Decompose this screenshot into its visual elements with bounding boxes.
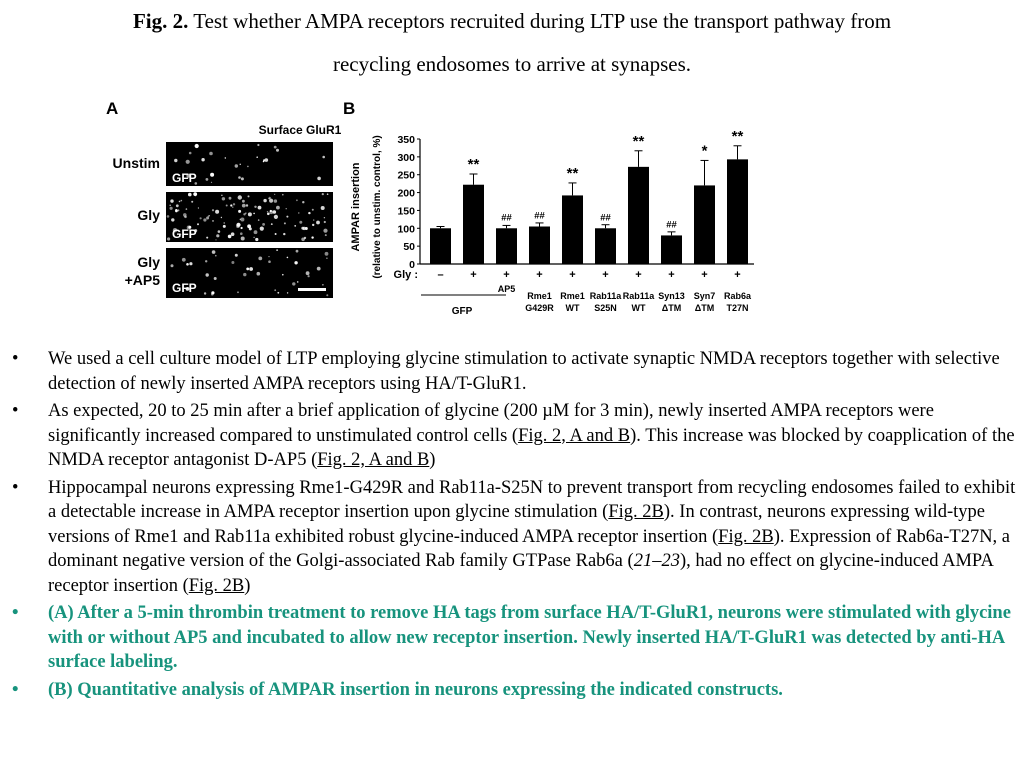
gly-sign: + [569, 269, 576, 281]
punctum [257, 144, 259, 146]
significance-mark: ** [731, 127, 744, 145]
bar [496, 228, 517, 264]
punctum [189, 262, 192, 265]
bullet-2-text-a: As expected, 20 to 25 min after a brief application of glycine (200 µM for 3 min), newly inserted AMPA receptors were significantly increased compared to unstimulated control cells ( [48, 401, 934, 446]
figure-label: Fig. 2. [132, 9, 189, 33]
punctum [271, 223, 273, 225]
punctum [322, 284, 324, 286]
bar [562, 195, 583, 264]
bar [595, 228, 616, 264]
caption-b [8, 678, 1018, 703]
significance-mark: ## [534, 210, 545, 222]
punctum [296, 199, 298, 201]
y-tick-label: 300 [397, 151, 415, 164]
reference-dash: – [652, 551, 662, 571]
category-label: ΔTM [661, 303, 682, 313]
gly-sign: + [734, 269, 741, 281]
figure-svg [100, 92, 760, 322]
significance-mark: ** [566, 164, 579, 182]
punctum [312, 224, 314, 226]
punctum [235, 254, 238, 257]
punctum [233, 203, 235, 205]
panel-b-letter: B [343, 99, 356, 118]
punctum [205, 260, 207, 262]
significance-mark: ## [666, 219, 677, 231]
punctum [276, 206, 280, 210]
punctum [265, 158, 269, 162]
punctum [327, 193, 329, 195]
punctum [292, 282, 295, 285]
punctum [200, 217, 202, 219]
caption-a-text: (A) After a 5-min thrombin treatment to remove HA tags from surface HA/T-GluR1, neurons were stimulated with glycine with or without AP5 and incubated to allow new receptor insertion. Newly inserted HA/T-GluR1 was detected by anti-HA surface labeling. [48, 603, 1011, 672]
gly-sign: – [437, 269, 444, 281]
punctum [284, 222, 286, 224]
gfp-tag-gly: GFP [172, 227, 197, 241]
punctum [182, 258, 186, 262]
fig-2b-link[interactable]: Fig. 2B [608, 502, 664, 522]
punctum [323, 229, 327, 233]
slide-title [30, 0, 994, 86]
punctum [170, 199, 173, 202]
punctum [326, 294, 328, 296]
punctum [209, 152, 213, 156]
punctum [322, 156, 325, 159]
caption-a [8, 601, 1018, 675]
row-label-gly: Gly [137, 207, 160, 223]
punctum [267, 213, 270, 216]
punctum [243, 273, 246, 276]
punctum [287, 292, 288, 293]
punctum [317, 177, 321, 181]
punctum [268, 198, 269, 199]
punctum [211, 182, 212, 183]
panel-a-letter: A [106, 99, 119, 118]
punctum [221, 195, 222, 196]
bar [727, 159, 748, 264]
punctum [258, 219, 260, 221]
bullet-3-text-b: ). In contrast, neurons expressing wild-type versions of Rme1 and Rab11a exhibited robust glycine-induced AMPA receptor insertion ( [48, 502, 985, 547]
y-tick-label: 150 [397, 205, 415, 218]
punctum [274, 146, 277, 149]
category-label: Syn7 [693, 291, 716, 301]
punctum [189, 152, 192, 155]
punctum [246, 204, 248, 206]
punctum [238, 195, 242, 199]
punctum [171, 264, 174, 267]
category-label: Syn13 [658, 291, 685, 301]
bullet-list [8, 347, 1018, 705]
gly-sign: + [536, 269, 543, 281]
punctum [324, 217, 325, 218]
punctum [229, 197, 232, 200]
punctum [274, 194, 275, 195]
gly-sign: + [635, 269, 642, 281]
bullet-2-text-c: ) [429, 450, 436, 470]
category-label: WT [565, 303, 580, 313]
category-label: Rab6a [723, 291, 752, 301]
significance-mark: * [701, 142, 708, 160]
punctum [313, 219, 314, 220]
title-text-line1: Test whether AMPA receptors recruited during LTP use the transport pathway from [188, 9, 892, 33]
row-label-ap5: +AP5 [124, 272, 160, 288]
punctum [269, 210, 273, 214]
punctum [246, 268, 249, 271]
gfp-group-label: GFP [451, 306, 473, 317]
category-label: AP5 [497, 284, 516, 294]
punctum [218, 230, 221, 233]
punctum [277, 292, 279, 294]
punctum [228, 235, 232, 239]
punctum [183, 213, 187, 217]
bullet-marker: • [12, 679, 19, 700]
significance-mark: ## [600, 212, 611, 224]
punctum [248, 212, 252, 216]
punctum [255, 238, 258, 241]
row-label-unstim: Unstim [112, 155, 160, 171]
gly-sign: + [503, 269, 510, 281]
punctum [306, 271, 310, 275]
punctum [236, 224, 240, 228]
category-label: S25N [594, 303, 617, 313]
punctum [238, 176, 241, 179]
significance-mark: ** [467, 156, 480, 173]
punctum [262, 223, 265, 226]
punctum [283, 233, 285, 235]
figure-2 [100, 92, 760, 322]
punctum [174, 159, 177, 162]
punctum [247, 166, 249, 168]
punctum [188, 193, 192, 197]
bullet-2 [8, 399, 1018, 473]
punctum [253, 237, 254, 238]
bar [694, 185, 715, 264]
gly-sign: + [668, 269, 675, 281]
category-label: WT [631, 303, 646, 313]
punctum [237, 291, 239, 293]
punctum [215, 239, 216, 240]
punctum [186, 263, 189, 266]
punctum [286, 216, 288, 218]
punctum [302, 201, 304, 203]
bullet-3-text-d: ), had no effect on glycine-induced AMPA receptor insertion ( [48, 551, 993, 596]
panel-a [106, 99, 342, 298]
punctum [242, 200, 245, 203]
category-label: Rab11a [589, 291, 622, 301]
title-text-line2: recycling endosomes to arrive at synapses. [332, 52, 692, 76]
fig-2b-link-3[interactable]: Fig. 2B [188, 575, 245, 596]
punctum [181, 200, 183, 202]
punctum [254, 206, 256, 208]
punctum [276, 249, 278, 251]
punctum [242, 204, 246, 208]
punctum [308, 212, 310, 214]
punctum [240, 219, 241, 220]
y-tick-label: 200 [397, 187, 415, 200]
punctum [240, 164, 241, 165]
bullet-3-text-c: ). Expression of Rab6a-T27N, a dominant negative version of the Golgi-associated Rab family GTPase Rab6a ( [48, 526, 1011, 571]
punctum [275, 233, 277, 235]
fig-2ab-link[interactable]: Fig. 2, A and B [518, 425, 631, 446]
punctum [179, 201, 181, 203]
punctum [206, 237, 208, 239]
scale-bar [298, 288, 326, 291]
panel-a-header: Surface GluR1 [258, 123, 342, 137]
punctum [267, 211, 268, 212]
punctum [214, 277, 217, 280]
punctum [263, 199, 266, 202]
punctum [282, 274, 284, 276]
category-label: Rme1 [560, 291, 585, 301]
punctum [226, 205, 228, 207]
punctum [256, 156, 258, 158]
punctum [268, 256, 269, 257]
reference-23[interactable]: 23 [661, 551, 680, 571]
punctum [177, 209, 179, 211]
punctum [296, 250, 299, 253]
y-tick-label: 250 [397, 169, 415, 182]
bar [661, 235, 682, 264]
punctum [240, 232, 243, 235]
punctum [238, 210, 241, 213]
caption-b-text: (B) Quantitative analysis of AMPAR insertion in neurons expressing the indicated constructs. [48, 679, 783, 700]
punctum [193, 192, 197, 196]
punctum [208, 216, 209, 217]
punctum [243, 213, 245, 215]
punctum [186, 160, 190, 164]
fig-2b-link-2[interactable]: Fig. 2B [718, 526, 774, 547]
category-label: ΔTM [694, 303, 715, 313]
punctum [195, 144, 199, 148]
y-axis-label-2: (relative to unstim. control, %) [372, 135, 383, 279]
punctum [171, 218, 174, 221]
punctum [215, 210, 219, 214]
punctum [223, 225, 226, 228]
punctum [197, 223, 199, 225]
punctum [269, 199, 273, 203]
punctum [167, 237, 170, 240]
bullet-2-text-b: ). This increase was blocked by coapplication of the NMDA receptor antagonist D-AP5 ( [48, 425, 1015, 470]
punctum [203, 218, 206, 221]
punctum [326, 257, 328, 259]
punctum [324, 221, 326, 223]
punctum [311, 236, 313, 238]
punctum [317, 267, 321, 271]
bar [463, 185, 484, 264]
gfp-tag-gly-ap5: GFP [172, 281, 197, 295]
gfp-tag-unstim: GFP [172, 171, 197, 185]
gly-sign: + [701, 269, 708, 281]
punctum [276, 149, 279, 152]
punctum [321, 206, 325, 210]
punctum [175, 209, 177, 211]
punctum [215, 255, 217, 257]
punctum [240, 218, 244, 222]
punctum [206, 273, 209, 276]
punctum [235, 164, 238, 167]
gly-row-label: Gly : [393, 269, 418, 281]
bullet-marker: • [12, 349, 19, 369]
y-axis-label: AMPAR insertion [350, 162, 362, 252]
punctum [241, 177, 244, 180]
punctum [298, 212, 299, 213]
punctum [241, 237, 245, 241]
bullet-marker: • [12, 401, 19, 421]
punctum [225, 157, 226, 158]
punctum [212, 209, 214, 211]
punctum [302, 227, 305, 230]
bullet-3 [8, 476, 1018, 599]
gly-sign: + [470, 269, 477, 281]
punctum [216, 234, 219, 237]
punctum [260, 227, 264, 231]
punctum [176, 204, 179, 207]
bullet-marker: • [12, 603, 19, 623]
punctum [274, 199, 277, 202]
punctum [304, 237, 306, 239]
bar-chart [397, 128, 754, 313]
punctum [169, 205, 171, 207]
punctum [274, 289, 276, 291]
punctum [222, 197, 225, 200]
punctum [325, 252, 329, 256]
gly-sign: + [602, 269, 609, 281]
punctum [258, 257, 262, 261]
punctum [232, 207, 233, 208]
punctum [253, 213, 255, 215]
punctum [286, 208, 287, 209]
punctum [206, 217, 209, 220]
bar [430, 228, 451, 264]
punctum [224, 222, 225, 223]
punctum [230, 204, 232, 206]
punctum [210, 173, 214, 177]
bullet-1-text: We used a cell culture model of LTP employing glycine stimulation to activate synaptic NMDA receptors together with selective detection of newly inserted AMPA receptors using HA/T-GluR1. [48, 349, 1000, 394]
punctum [294, 261, 297, 264]
punctum [287, 257, 289, 259]
punctum [316, 221, 320, 225]
punctum [263, 161, 264, 162]
punctum [258, 206, 262, 210]
category-label: G429R [525, 303, 554, 313]
punctum [241, 227, 243, 229]
significance-mark: ** [632, 132, 645, 150]
y-tick-label: 350 [397, 134, 415, 146]
punctum [268, 260, 271, 263]
punctum [245, 213, 246, 214]
category-label: Rme1 [527, 291, 552, 301]
bullet-marker: • [12, 477, 19, 498]
punctum [308, 275, 310, 277]
punctum [297, 281, 299, 283]
fig-2ab-link-2[interactable]: Fig. 2, A and B [317, 450, 430, 470]
significance-mark: ## [501, 212, 512, 224]
bullet-3-text-e: ) [244, 575, 251, 596]
row-label-gly-ap5: Gly [137, 254, 160, 270]
punctum [312, 209, 314, 211]
category-label: T27N [726, 303, 749, 313]
y-tick-label: 100 [397, 223, 415, 236]
punctum [198, 207, 199, 208]
punctum [221, 217, 222, 218]
punctum [274, 215, 278, 219]
y-tick-label: 50 [403, 241, 415, 254]
punctum [231, 261, 234, 264]
punctum [191, 201, 193, 203]
y-tick-label: 0 [409, 259, 415, 271]
punctum [211, 293, 214, 296]
punctum [325, 234, 327, 236]
reference-21[interactable]: 21 [633, 551, 653, 571]
punctum [170, 207, 173, 210]
punctum [248, 195, 250, 197]
punctum [167, 215, 170, 218]
panel-b [343, 99, 754, 317]
bullet-3-text-a: Hippocampal neurons expressing Rme1-G429R and Rab11a-S25N to prevent transport from recycling endosomes failed to exhibit a detectable increase in AMPA receptor insertion upon glycine stimulation ( [48, 477, 1016, 522]
bullet-1 [8, 347, 1018, 396]
punctum [204, 292, 206, 294]
punctum [322, 193, 324, 195]
bar [628, 167, 649, 264]
punctum [282, 194, 284, 196]
punctum [257, 272, 261, 276]
punctum [294, 225, 296, 227]
punctum [206, 178, 209, 181]
punctum [249, 267, 253, 271]
bar [529, 227, 550, 265]
punctum [299, 221, 302, 224]
punctum [249, 227, 252, 230]
punctum [212, 220, 214, 222]
punctum [186, 208, 188, 210]
punctum [201, 158, 204, 161]
category-label: Rab11a [622, 291, 655, 301]
punctum [231, 232, 235, 236]
punctum [254, 230, 258, 234]
punctum [212, 250, 216, 254]
